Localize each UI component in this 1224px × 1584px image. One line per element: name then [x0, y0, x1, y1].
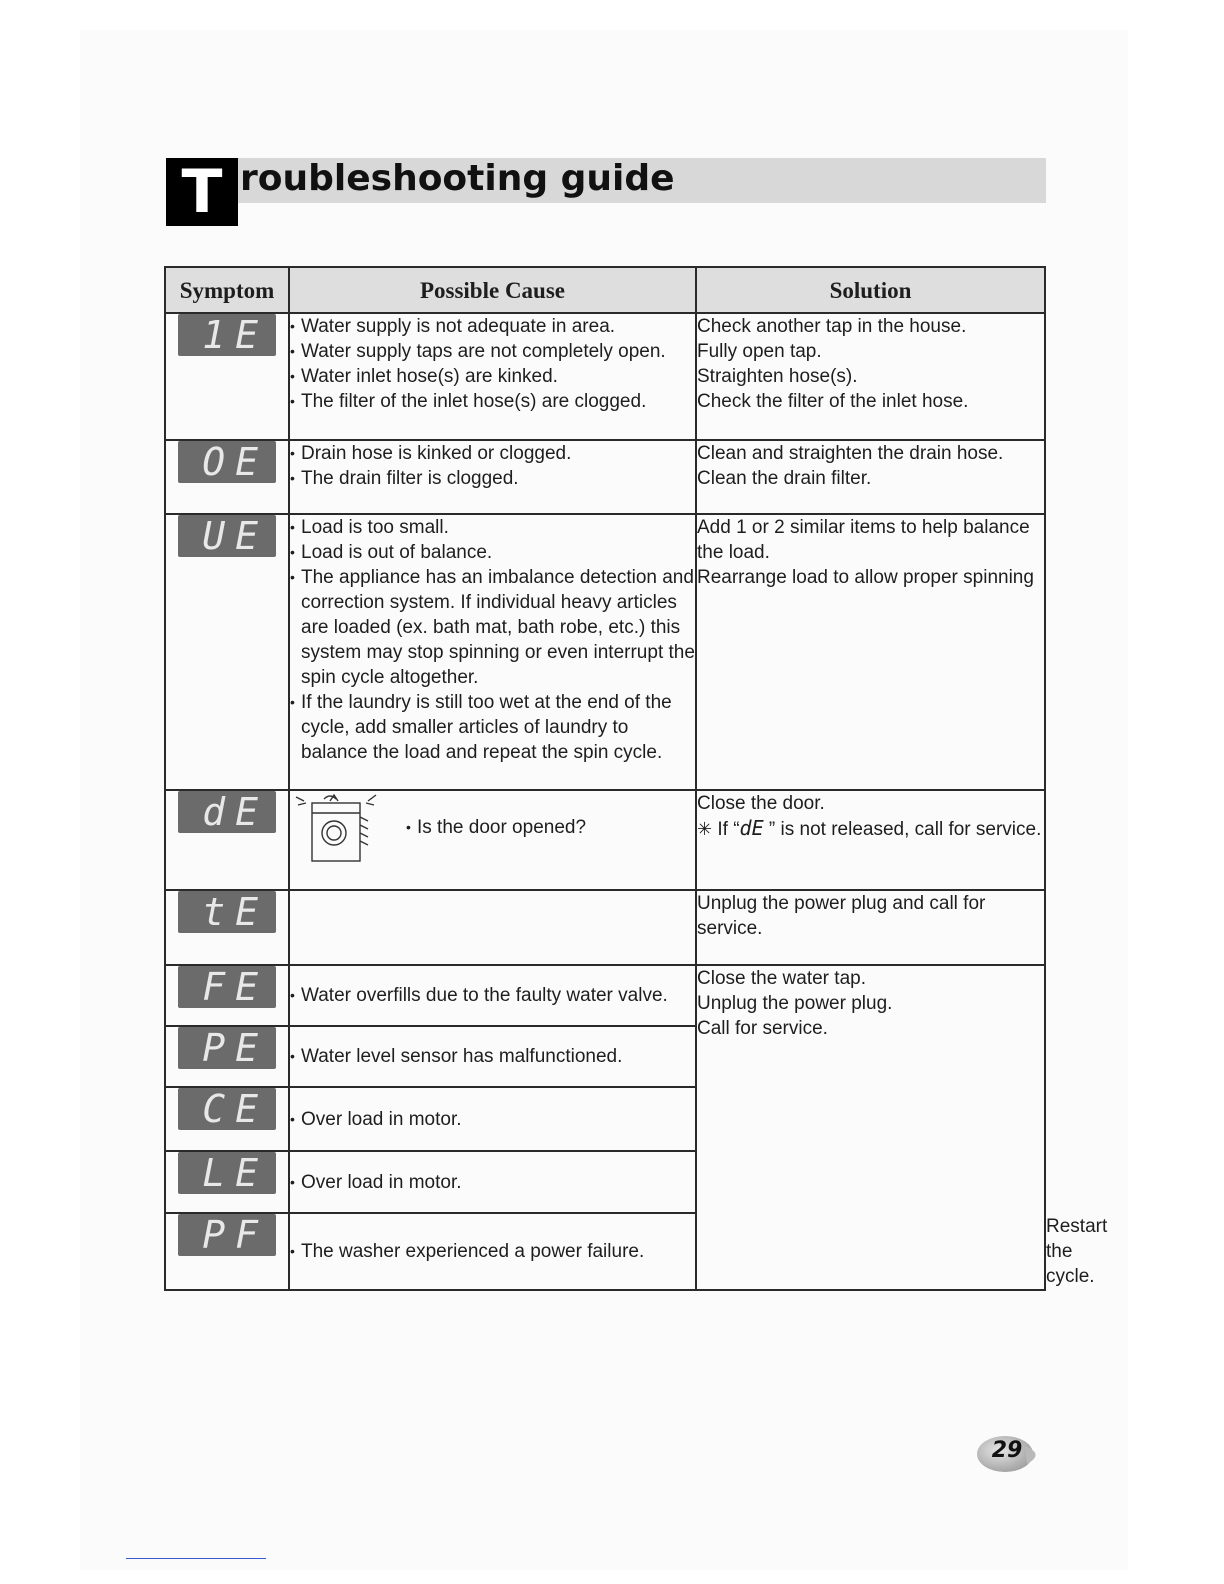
- symptom-cell: [165, 440, 289, 514]
- solution-line: Add 1 or 2 similar items to help balance the load.: [697, 517, 1030, 563]
- error-code-display: LE: [178, 1152, 276, 1194]
- solution-line: Unplug the power plug and call for service.: [697, 893, 986, 939]
- cause-item: • Water supply is not adequate in area.: [290, 314, 695, 339]
- solution-line: Check another tap in the house.: [697, 316, 967, 337]
- header-symptom: Symptom: [165, 267, 289, 313]
- cause-cell: [289, 965, 696, 1026]
- error-code-display: OE: [178, 441, 276, 483]
- solution-cell: [696, 965, 1045, 1290]
- header-solution: Solution: [696, 267, 1045, 313]
- cause-item: • Load is too small.: [290, 515, 695, 540]
- footer-rule: [126, 1558, 266, 1559]
- symptom-cell: [165, 890, 289, 965]
- symptom-cell: [165, 965, 289, 1026]
- cause-cell: [289, 1213, 696, 1290]
- cause-item: • Drain hose is kinked or clogged.: [290, 441, 695, 466]
- error-code-display: tE: [178, 891, 276, 933]
- cause-cell: [289, 1151, 696, 1213]
- solution-line: Call for service.: [697, 1018, 828, 1039]
- symptom-cell: [165, 1213, 289, 1290]
- cause-cell: [289, 440, 696, 514]
- note-suffix: ” is not released, call for service.: [763, 819, 1042, 840]
- table-row-oe: [165, 440, 1045, 514]
- cause-item: • Is the door opened?: [406, 815, 586, 840]
- troubleshooting-table: [164, 266, 1046, 1291]
- solution-cell: [696, 313, 1045, 440]
- error-code-display: UE: [178, 515, 276, 557]
- solution-cell: [696, 890, 1045, 965]
- table-header-row: [165, 267, 1045, 313]
- table-row-de: [165, 790, 1045, 890]
- cause-item: • Over load in motor.: [290, 1170, 695, 1195]
- error-code-display: PE: [178, 1027, 276, 1069]
- solution-note: [697, 816, 1044, 842]
- asterisk-note-icon: ✳: [697, 819, 713, 839]
- error-code-display: CE: [178, 1088, 276, 1130]
- cause-cell: [289, 514, 696, 790]
- cause-item: • Over load in motor.: [290, 1107, 695, 1132]
- symptom-cell: [165, 514, 289, 790]
- cause-item: • The washer experienced a power failure.: [290, 1239, 695, 1264]
- solution-cell: [696, 790, 1045, 890]
- table-row-te: [165, 890, 1045, 965]
- solution-line: Straighten hose(s).: [697, 366, 858, 387]
- table-row-ue: [165, 514, 1045, 790]
- cause-cell: [289, 1026, 696, 1087]
- solution-line: Unplug the power plug.: [697, 993, 893, 1014]
- error-code-display: FE: [178, 966, 276, 1008]
- cause-cell: [289, 313, 696, 440]
- cause-item: • Load is out of balance.: [290, 540, 695, 565]
- header-possible-cause: Possible Cause: [289, 267, 696, 313]
- cause-item: • The appliance has an imbalance detection and correction system. If individual heavy articles are loaded (ex. bath mat, bath robe, etc.) this system may stop spinning or even interrupt the spin cycle altogether.: [290, 565, 695, 690]
- cause-item: • The drain filter is clogged.: [290, 466, 695, 491]
- solution-cell: [696, 514, 1045, 790]
- cause-cell: [289, 790, 696, 890]
- cause-item: • The filter of the inlet hose(s) are clogged.: [290, 389, 695, 414]
- symptom-cell: [165, 1087, 289, 1151]
- solution-cell: [696, 440, 1045, 514]
- symptom-cell: [165, 313, 289, 440]
- symptom-cell: [165, 1026, 289, 1087]
- title-initial: T: [181, 157, 223, 227]
- solution-line: Close the water tap.: [697, 968, 866, 989]
- solution-line: Check the filter of the inlet hose.: [697, 391, 969, 412]
- cause-item: • Water overfills due to the faulty water valve.: [290, 983, 695, 1008]
- cause-item: • Water level sensor has malfunctioned.: [290, 1044, 695, 1069]
- solution-line: Close the door.: [697, 793, 825, 814]
- cause-cell: [289, 890, 696, 965]
- cause-item: • If the laundry is still too wet at the end of the cycle, add smaller articles of laundry to balance the load and repeat the spin cycle.: [290, 690, 695, 765]
- note-prefix: If “: [717, 819, 740, 840]
- solution-line: Clean and straighten the drain hose.: [697, 443, 1004, 464]
- solution-line: Fully open tap.: [697, 341, 822, 362]
- table-row-fe: [165, 965, 1045, 1026]
- error-code-display: 1E: [178, 314, 276, 356]
- symptom-cell: [165, 1151, 289, 1213]
- solution-line: Clean the drain filter.: [697, 468, 872, 489]
- table-row-1e: [165, 313, 1045, 440]
- symptom-cell: [165, 790, 289, 890]
- cause-cell: [289, 1087, 696, 1151]
- error-code-display: PF: [178, 1214, 276, 1256]
- error-code-display: dE: [178, 791, 276, 833]
- washer-door-icon: [290, 791, 386, 863]
- solution-line: Rearrange load to allow proper spinning: [697, 567, 1034, 588]
- title-initial-box: [166, 158, 238, 226]
- page-title: roubleshooting guide: [240, 158, 675, 199]
- note-error-code: dE: [739, 816, 764, 840]
- cause-item: • Water inlet hose(s) are kinked.: [290, 364, 695, 389]
- cause-item: • Water supply taps are not completely open.: [290, 339, 695, 364]
- page-number: 29: [991, 1438, 1023, 1463]
